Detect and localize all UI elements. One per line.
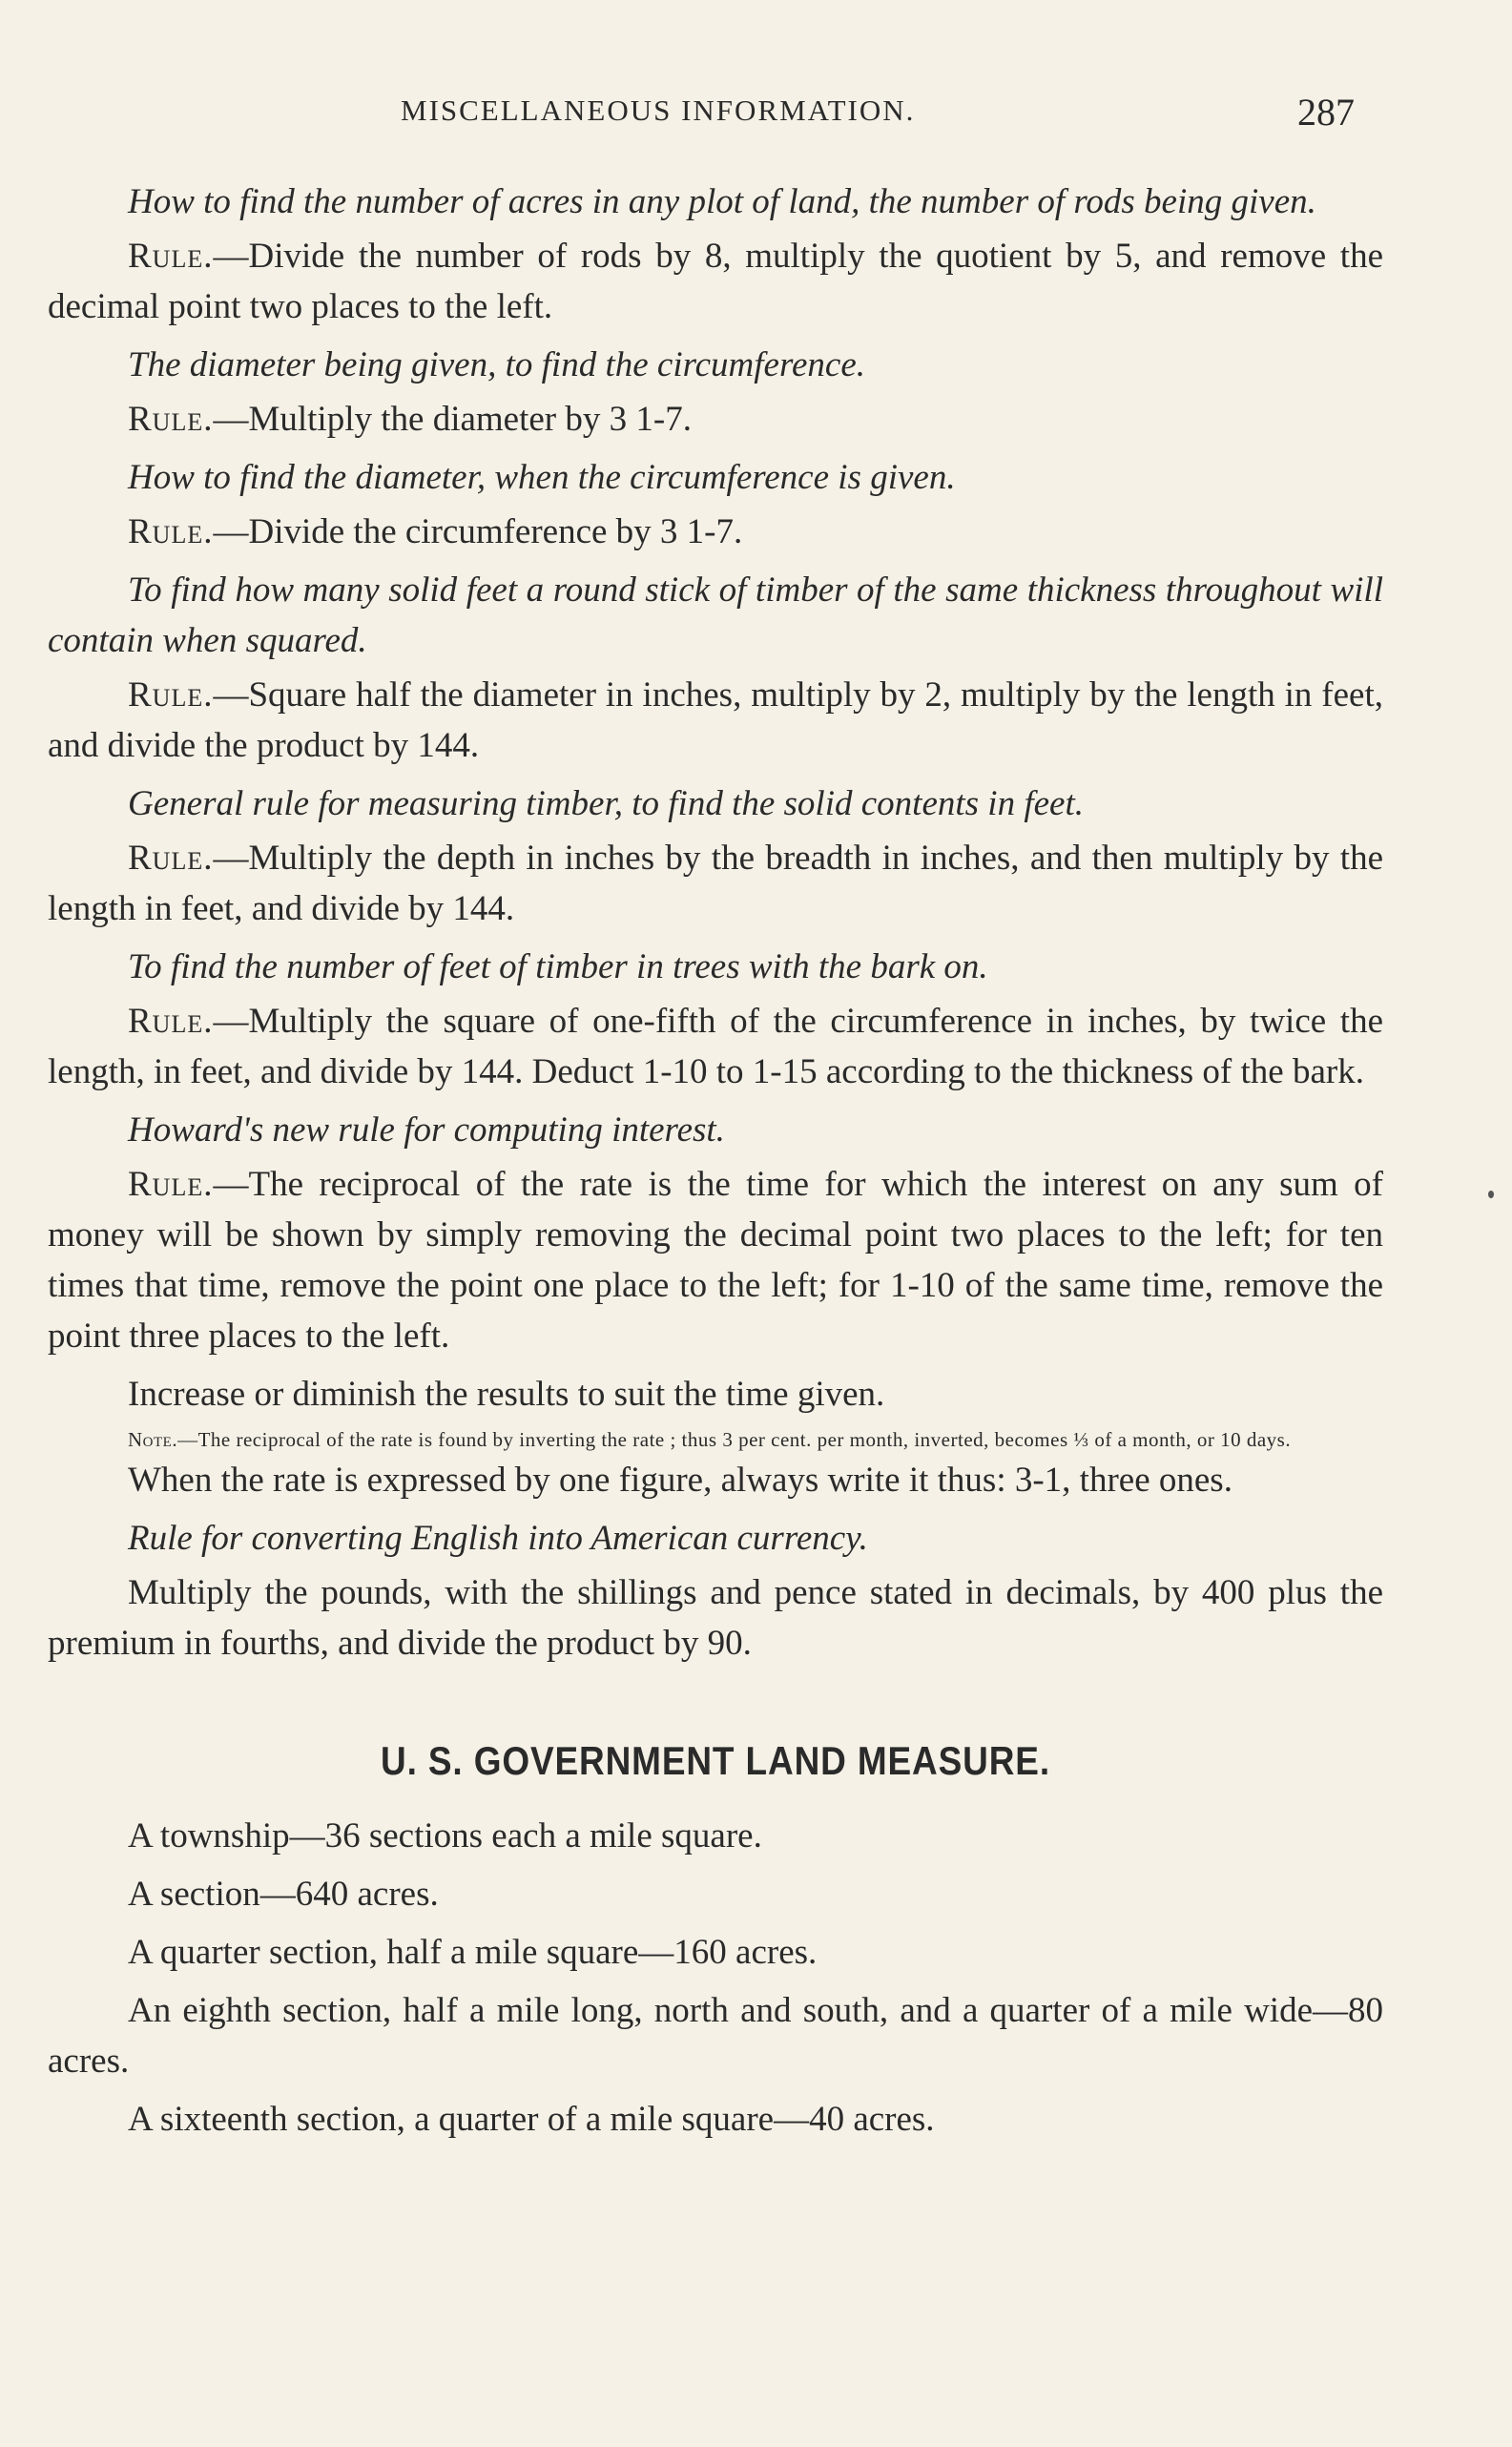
rule-label: Rule.: [128, 1002, 214, 1041]
currency-heading: Rule for converting English into American currency.: [128, 1519, 868, 1558]
rule-text-diameter: Rule.—Divide the circumference by 3 1-7.: [128, 512, 743, 551]
rule-heading-bark: To find the number of feet of timber in trees with the bark on.: [128, 947, 988, 986]
land-measure-item: An eighth section, half a mile long, north and south, and a quarter of a mile wide—80 acres.: [48, 1991, 1383, 2081]
rule-label: Rule.: [128, 400, 214, 439]
note-label: Note.: [128, 1428, 178, 1451]
land-measure-item: A quarter section, half a mile square—160 acres.: [128, 1933, 818, 1972]
page-number: 287: [1297, 91, 1355, 134]
rule-label: Rule.: [128, 512, 214, 551]
rule-text-interest: Rule.—The reciprocal of the rate is the time for which the interest on any sum of money will be shown by simply removing the decimal point two places to the left; for ten times that time, remove the point one place to the left; for 1-10 of the same time, remove the point three places to the left.: [48, 1165, 1383, 1356]
interest-note: Note.—The reciprocal of the rate is found by inverting the rate ; thus 3 per cent. per month, inverted, becomes ⅓ of a month, or 10 days.: [128, 1428, 1292, 1451]
rule-heading-circumference: The diameter being given, to find the circumference.: [128, 345, 866, 384]
ink-speck: [1488, 1191, 1494, 1198]
page-content: [48, 176, 1383, 2152]
running-title: MISCELLANEOUS INFORMATION.: [401, 93, 916, 127]
rule-label: Rule.: [128, 1165, 214, 1204]
rule-text-circumference: Rule.—Multiply the diameter by 3 1-7.: [128, 400, 692, 439]
rule-text-measuring-timber: Rule.—Multiply the depth in inches by the breadth in inches, and then multiply by the length in feet, and divide by 144.: [48, 839, 1383, 928]
interest-increase-text: Increase or diminish the results to suit the time given.: [128, 1375, 885, 1414]
rule-heading-measuring-timber: General rule for measuring timber, to find the solid contents in feet.: [128, 784, 1084, 823]
rule-heading-diameter: How to find the diameter, when the circumference is given.: [128, 458, 956, 497]
land-measure-title: U. S. GOVERNMENT LAND MEASURE.: [381, 1738, 1050, 1783]
rule-heading-squared-timber: To find how many solid feet a round stick of timber of the same thickness throughout will contain when squared.: [48, 570, 1383, 660]
rule-text-acres: Rule.—Divide the number of rods by 8, multiply the quotient by 5, and remove the decimal point two places to the left.: [48, 237, 1383, 326]
rule-heading-interest: Howard's new rule for computing interest.: [128, 1110, 725, 1150]
land-measure-item: A sixteenth section, a quarter of a mile square—40 acres.: [128, 2100, 935, 2139]
rule-label: Rule.: [128, 839, 214, 878]
rule-label: Rule.: [128, 675, 214, 715]
interest-single-figure-text: When the rate is expressed by one figure, always write it thus: 3-1, three ones.: [128, 1461, 1232, 1500]
rule-text-squared-timber: Rule.—Square half the diameter in inches, multiply by 2, multiply by the length in feet, and divide the product by 144.: [48, 675, 1383, 765]
rule-label: Rule.: [128, 237, 214, 276]
land-measure-item: A township—36 sections each a mile square.: [128, 1816, 762, 1856]
rule-text-bark: Rule.—Multiply the square of one-fifth of the circumference in inches, by twice the length, in feet, and divide by 144. Deduct 1-10 to 1-15 according to the thickness of the bark.: [48, 1002, 1383, 1091]
running-head: [0, 93, 1512, 141]
currency-text: Multiply the pounds, with the shillings and pence stated in decimals, by 400 plus the premium in fourths, and divide the product by 90.: [48, 1573, 1383, 1663]
rule-heading-acres: How to find the number of acres in any plot of land, the number of rods being given.: [128, 182, 1316, 221]
land-measure-item: A section—640 acres.: [128, 1875, 439, 1914]
